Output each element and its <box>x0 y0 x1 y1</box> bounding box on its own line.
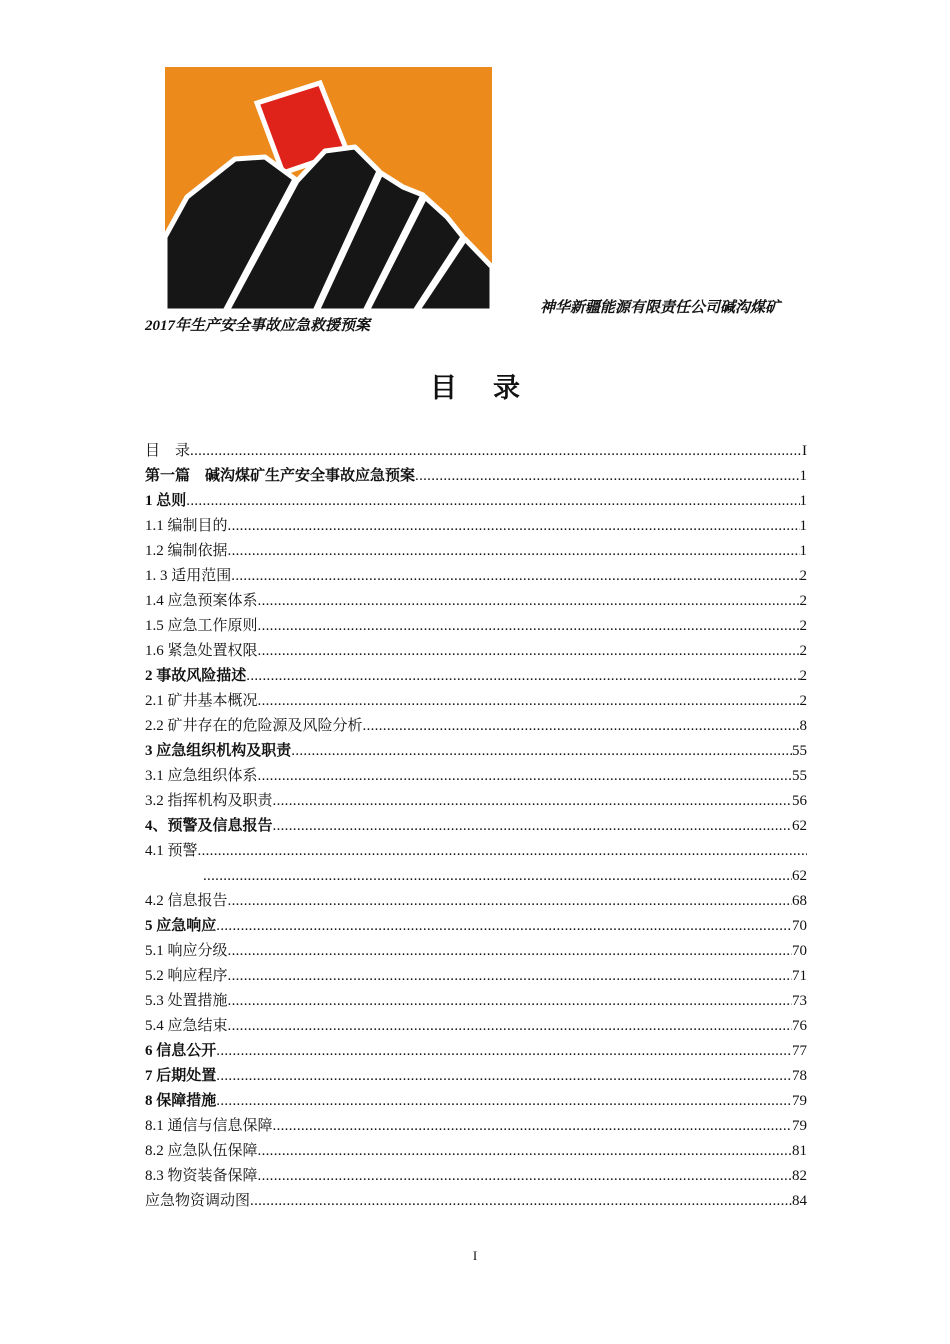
table-of-contents <box>145 436 807 1211</box>
toc-entry[interactable] <box>145 1086 807 1111</box>
toc-entry-title: 1.2 编制依据 <box>145 543 228 559</box>
toc-entry[interactable] <box>145 711 807 736</box>
toc-leader-dots <box>216 1066 792 1086</box>
toc-entry[interactable] <box>145 611 807 636</box>
toc-entry-page: 76 <box>792 1018 807 1034</box>
toc-entry[interactable] <box>145 811 807 836</box>
toc-entry[interactable] <box>145 1161 807 1186</box>
toc-entry-title: 5.3 处置措施 <box>145 993 228 1009</box>
toc-entry-page: 2 <box>799 568 807 584</box>
page-number: I <box>472 1248 478 1263</box>
toc-entry[interactable] <box>145 561 807 586</box>
toc-entry[interactable] <box>145 911 807 936</box>
toc-entry-page: 56 <box>792 793 807 809</box>
toc-entry-title: 1.4 应急预案体系 <box>145 593 258 609</box>
toc-entry-page: 2 <box>799 643 807 659</box>
toc-leader-dots <box>273 816 792 836</box>
toc-entry-title: 3 应急组织机构及职责 <box>145 743 292 759</box>
toc-leader-dots <box>273 1116 792 1136</box>
toc-entry-page: 2 <box>799 618 807 634</box>
toc-entry[interactable] <box>145 536 807 561</box>
toc-entry-page: 84 <box>792 1193 807 1209</box>
toc-entry[interactable] <box>145 461 807 486</box>
toc-entry-title: 1.6 紧急处置权限 <box>145 643 258 659</box>
toc-entry-page: 77 <box>792 1043 807 1059</box>
toc-entry-page: 2 <box>799 693 807 709</box>
toc-entry[interactable] <box>145 636 807 661</box>
toc-leader-dots <box>231 566 799 586</box>
toc-leader-dots <box>258 616 800 636</box>
toc-entry-title: 2.2 矿井存在的危险源及风险分析 <box>145 718 363 734</box>
toc-entry[interactable] <box>145 786 807 811</box>
toc-entry-title: 6 信息公开 <box>145 1043 217 1059</box>
toc-entry-page: 82 <box>792 1168 807 1184</box>
toc-entry-page: 78 <box>792 1068 807 1084</box>
toc-leader-dots <box>190 441 802 461</box>
toc-entry-page: 81 <box>792 1143 807 1159</box>
toc-entry[interactable] <box>145 836 807 861</box>
plan-title: 2017年生产安全事故应急救援预案 <box>145 318 371 334</box>
toc-leader-dots <box>258 1141 792 1161</box>
toc-entry[interactable] <box>145 511 807 536</box>
toc-entry-page: 1 <box>799 468 807 484</box>
toc-entry[interactable] <box>145 986 807 1011</box>
toc-entry-page: 55 <box>792 768 807 784</box>
toc-entry-page: 2 <box>799 593 807 609</box>
toc-entry-title: 8.2 应急队伍保障 <box>145 1143 258 1159</box>
toc-entry-title: 5.2 响应程序 <box>145 968 228 984</box>
toc-entry-title: 3.1 应急组织体系 <box>145 768 258 784</box>
toc-entry-title: 应急物资调动图 <box>145 1193 251 1209</box>
toc-entry-title: 目 录 <box>145 443 191 459</box>
toc-leader-dots <box>258 766 792 786</box>
toc-entry-page: 79 <box>792 1118 807 1134</box>
toc-entry[interactable] <box>145 436 807 461</box>
toc-entry-title: 4.2 信息报告 <box>145 893 228 909</box>
toc-entry-page: 8 <box>799 718 807 734</box>
toc-entry[interactable] <box>145 761 807 786</box>
toc-entry-title: 3.2 指挥机构及职责 <box>145 793 273 809</box>
toc-leader-dots <box>228 516 800 536</box>
toc-entry[interactable] <box>145 936 807 961</box>
toc-entry[interactable] <box>145 961 807 986</box>
toc-entry[interactable] <box>145 1061 807 1086</box>
toc-entry-page: 1 <box>799 493 807 509</box>
toc-leader-dots <box>228 966 792 986</box>
toc-entry[interactable] <box>145 886 807 911</box>
toc-leader-dots <box>258 1166 792 1186</box>
toc-entry-page: 1 <box>799 518 807 534</box>
toc-entry-page: 70 <box>792 918 807 934</box>
toc-leader-dots <box>216 1041 792 1061</box>
toc-entry-title: 5.1 响应分级 <box>145 943 228 959</box>
toc-leader-dots <box>216 916 792 936</box>
toc-entry-title: 4.1 预警 <box>145 843 198 859</box>
toc-entry-page: 2 <box>799 668 807 684</box>
toc-entry-title: 1.1 编制目的 <box>145 518 228 534</box>
toc-entry-page: 62 <box>792 818 807 834</box>
toc-entry-page: 55 <box>792 743 807 759</box>
toc-leader-dots <box>216 1091 792 1111</box>
toc-entry-title: 2 事故风险描述 <box>145 668 247 684</box>
toc-leader-dots <box>258 641 800 661</box>
toc-entry-title: 4、预警及信息报告 <box>145 818 273 834</box>
toc-entry-title: 2.1 矿井基本概况 <box>145 693 258 709</box>
toc-leader-dots <box>415 466 799 486</box>
toc-entry[interactable] <box>145 1186 807 1211</box>
toc-leader-dots <box>258 591 800 611</box>
toc-entry[interactable] <box>145 661 807 686</box>
toc-entry-title: 1.5 应急工作原则 <box>145 618 258 634</box>
toc-leader-dots <box>258 691 800 711</box>
toc-leader-dots <box>228 1016 792 1036</box>
toc-entry-title: 8.1 通信与信息保障 <box>145 1118 273 1134</box>
toc-leader-dots <box>228 941 792 961</box>
toc-leader-dots <box>198 841 807 861</box>
toc-heading: 目录 <box>430 373 556 403</box>
toc-entry-title: 7 后期处置 <box>145 1068 217 1084</box>
toc-entry-title: 5.4 应急结束 <box>145 1018 228 1034</box>
toc-leader-dots <box>363 716 800 736</box>
toc-entry[interactable] <box>145 486 807 511</box>
toc-entry[interactable] <box>145 1136 807 1161</box>
toc-entry[interactable] <box>145 686 807 711</box>
toc-leader-dots <box>186 491 799 511</box>
toc-entry-page: 73 <box>792 993 807 1009</box>
toc-entry[interactable] <box>145 586 807 611</box>
toc-leader-dots <box>291 741 792 761</box>
toc-entry-page: 68 <box>792 893 807 909</box>
toc-leader-dots <box>250 1191 792 1211</box>
company-name: 神华新疆能源有限责任公司碱沟煤矿 <box>540 300 781 316</box>
toc-entry-page: 79 <box>792 1093 807 1109</box>
toc-entry-page: 70 <box>792 943 807 959</box>
toc-entry-page: 71 <box>792 968 807 984</box>
toc-entry[interactable] <box>145 861 807 886</box>
toc-entry[interactable] <box>145 736 807 761</box>
toc-leader-dots <box>228 991 792 1011</box>
toc-entry-title: 5 应急响应 <box>145 918 217 934</box>
toc-entry-page: 1 <box>799 543 807 559</box>
toc-entry-page: 62 <box>792 868 807 884</box>
toc-entry-title: 8.3 物资装备保障 <box>145 1168 258 1184</box>
toc-entry[interactable] <box>145 1036 807 1061</box>
company-logo <box>165 67 492 311</box>
toc-entry-title: 1. 3 适用范围 <box>145 568 232 584</box>
toc-entry-title: 8 保障措施 <box>145 1093 217 1109</box>
toc-entry-title: 第一篇 碱沟煤矿生产安全事故应急预案 <box>145 468 416 484</box>
toc-leader-dots <box>273 791 792 811</box>
toc-entry[interactable] <box>145 1111 807 1136</box>
toc-leader-dots <box>203 866 792 886</box>
toc-entry[interactable] <box>145 1011 807 1036</box>
toc-entry-title: 1 总则 <box>145 493 187 509</box>
toc-leader-dots <box>228 541 800 561</box>
toc-entry-page: I <box>802 443 807 459</box>
toc-leader-dots <box>246 666 799 686</box>
toc-leader-dots <box>228 891 792 911</box>
